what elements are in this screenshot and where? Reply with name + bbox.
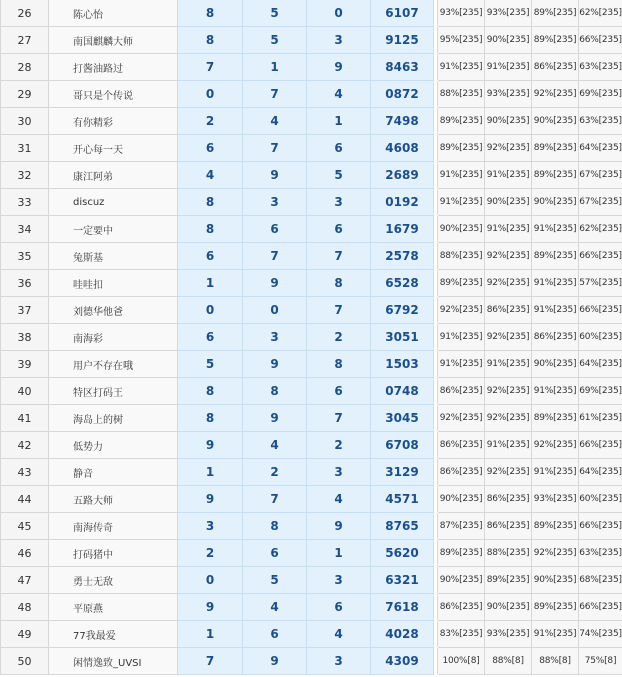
digit-2: 9 <box>243 270 307 297</box>
table-row <box>1 648 622 675</box>
accuracy-4: 66%[235] <box>579 27 622 54</box>
accuracy-1: 90%[235] <box>438 486 485 513</box>
accuracy-2: 92%[235] <box>485 270 532 297</box>
accuracy-3: 86%[235] <box>532 54 579 81</box>
digit-3: 6 <box>307 135 371 162</box>
player-name: 兔斯基 <box>49 243 178 270</box>
digit-2: 3 <box>243 324 307 351</box>
accuracy-2: 89%[235] <box>485 567 532 594</box>
digit-3: 3 <box>307 567 371 594</box>
table-row <box>1 486 622 513</box>
accuracy-4: 67%[235] <box>579 189 622 216</box>
accuracy-3: 91%[235] <box>532 378 579 405</box>
accuracy-1: 91%[235] <box>438 351 485 378</box>
rank-cell: 50 <box>1 648 49 675</box>
accuracy-1: 92%[235] <box>438 405 485 432</box>
accuracy-1: 92%[235] <box>438 297 485 324</box>
player-name: 一定要中 <box>49 216 178 243</box>
accuracy-1: 100%[8] <box>438 648 485 675</box>
accuracy-1: 93%[235] <box>438 0 485 27</box>
digit-2: 3 <box>243 189 307 216</box>
accuracy-2: 93%[235] <box>485 621 532 648</box>
digit-1: 8 <box>178 378 243 405</box>
pick-number: 2689 <box>371 162 434 189</box>
digit-1: 6 <box>178 135 243 162</box>
accuracy-3: 88%[8] <box>532 648 579 675</box>
digit-3: 3 <box>307 459 371 486</box>
accuracy-1: 89%[235] <box>438 108 485 135</box>
accuracy-3: 86%[235] <box>532 324 579 351</box>
accuracy-4: 62%[235] <box>579 216 622 243</box>
accuracy-2: 90%[235] <box>485 108 532 135</box>
accuracy-1: 91%[235] <box>438 54 485 81</box>
table-row <box>1 324 622 351</box>
accuracy-2: 88%[8] <box>485 648 532 675</box>
accuracy-1: 89%[235] <box>438 540 485 567</box>
pick-number: 3045 <box>371 405 434 432</box>
pick-number: 6528 <box>371 270 434 297</box>
rank-cell: 45 <box>1 513 49 540</box>
accuracy-1: 89%[235] <box>438 270 485 297</box>
digit-3: 8 <box>307 351 371 378</box>
player-name: 77我最爱 <box>49 621 178 648</box>
digit-1: 1 <box>178 270 243 297</box>
accuracy-3: 90%[235] <box>532 108 579 135</box>
digit-3: 1 <box>307 108 371 135</box>
digit-1: 8 <box>178 405 243 432</box>
player-name: 静音 <box>49 459 178 486</box>
accuracy-2: 92%[235] <box>485 324 532 351</box>
accuracy-2: 86%[235] <box>485 297 532 324</box>
accuracy-4: 66%[235] <box>579 594 622 621</box>
table-row <box>1 243 622 270</box>
digit-3: 2 <box>307 432 371 459</box>
player-name: 低势力 <box>49 432 178 459</box>
accuracy-2: 92%[235] <box>485 378 532 405</box>
digit-2: 5 <box>243 567 307 594</box>
digit-2: 9 <box>243 405 307 432</box>
pick-number: 8463 <box>371 54 434 81</box>
accuracy-4: 66%[235] <box>579 297 622 324</box>
accuracy-3: 91%[235] <box>532 459 579 486</box>
rank-cell: 44 <box>1 486 49 513</box>
player-name: 用户不存在哦 <box>49 351 178 378</box>
accuracy-3: 92%[235] <box>532 540 579 567</box>
accuracy-2: 90%[235] <box>485 594 532 621</box>
digit-2: 7 <box>243 81 307 108</box>
digit-3: 6 <box>307 216 371 243</box>
accuracy-3: 89%[235] <box>532 594 579 621</box>
accuracy-4: 66%[235] <box>579 513 622 540</box>
rank-cell: 39 <box>1 351 49 378</box>
player-name: 陈心怡 <box>49 0 178 27</box>
rank-cell: 43 <box>1 459 49 486</box>
digit-3: 3 <box>307 27 371 54</box>
rank-cell: 26 <box>1 0 49 27</box>
digit-3: 0 <box>307 0 371 27</box>
digit-3: 3 <box>307 189 371 216</box>
accuracy-4: 63%[235] <box>579 540 622 567</box>
player-name: 有你精彩 <box>49 108 178 135</box>
accuracy-4: 69%[235] <box>579 378 622 405</box>
pick-number: 7498 <box>371 108 434 135</box>
accuracy-1: 86%[235] <box>438 432 485 459</box>
accuracy-1: 88%[235] <box>438 243 485 270</box>
rank-cell: 49 <box>1 621 49 648</box>
player-name: 闲情逸致_UVSI <box>49 648 178 675</box>
accuracy-4: 64%[235] <box>579 459 622 486</box>
accuracy-3: 92%[235] <box>532 81 579 108</box>
rank-cell: 38 <box>1 324 49 351</box>
table-row <box>1 0 622 27</box>
accuracy-4: 67%[235] <box>579 162 622 189</box>
accuracy-2: 93%[235] <box>485 81 532 108</box>
pick-number: 4309 <box>371 648 434 675</box>
accuracy-3: 90%[235] <box>532 351 579 378</box>
rank-cell: 46 <box>1 540 49 567</box>
digit-1: 9 <box>178 432 243 459</box>
rank-cell: 27 <box>1 27 49 54</box>
pick-number: 6321 <box>371 567 434 594</box>
accuracy-4: 66%[235] <box>579 432 622 459</box>
player-name: 特区打码王 <box>49 378 178 405</box>
table-row <box>1 108 622 135</box>
accuracy-4: 62%[235] <box>579 0 622 27</box>
accuracy-1: 86%[235] <box>438 594 485 621</box>
accuracy-2: 91%[235] <box>485 351 532 378</box>
digit-2: 7 <box>243 486 307 513</box>
player-name: 五路大师 <box>49 486 178 513</box>
accuracy-2: 88%[235] <box>485 540 532 567</box>
digit-1: 8 <box>178 189 243 216</box>
digit-3: 2 <box>307 324 371 351</box>
rank-cell: 29 <box>1 81 49 108</box>
pick-number: 2578 <box>371 243 434 270</box>
rank-cell: 42 <box>1 432 49 459</box>
accuracy-1: 90%[235] <box>438 567 485 594</box>
accuracy-2: 92%[235] <box>485 243 532 270</box>
pick-number: 7618 <box>371 594 434 621</box>
digit-1: 2 <box>178 108 243 135</box>
accuracy-4: 61%[235] <box>579 405 622 432</box>
accuracy-2: 91%[235] <box>485 216 532 243</box>
rank-cell: 41 <box>1 405 49 432</box>
accuracy-1: 90%[235] <box>438 216 485 243</box>
accuracy-4: 63%[235] <box>579 54 622 81</box>
player-name: 南海彩 <box>49 324 178 351</box>
digit-1: 9 <box>178 594 243 621</box>
player-name: 南国麒麟大师 <box>49 27 178 54</box>
pick-number: 0192 <box>371 189 434 216</box>
digit-3: 5 <box>307 162 371 189</box>
player-name: 南海传奇 <box>49 513 178 540</box>
accuracy-4: 57%[235] <box>579 270 622 297</box>
accuracy-3: 91%[235] <box>532 621 579 648</box>
rank-cell: 33 <box>1 189 49 216</box>
digit-3: 6 <box>307 378 371 405</box>
accuracy-3: 89%[235] <box>532 513 579 540</box>
accuracy-3: 90%[235] <box>532 567 579 594</box>
digit-1: 0 <box>178 297 243 324</box>
digit-2: 4 <box>243 432 307 459</box>
rank-cell: 32 <box>1 162 49 189</box>
accuracy-2: 86%[235] <box>485 486 532 513</box>
accuracy-1: 86%[235] <box>438 459 485 486</box>
player-name: 开心每一天 <box>49 135 178 162</box>
pick-number: 9125 <box>371 27 434 54</box>
digit-2: 8 <box>243 378 307 405</box>
player-name: 打码猪中 <box>49 540 178 567</box>
pick-number: 1503 <box>371 351 434 378</box>
accuracy-3: 89%[235] <box>532 135 579 162</box>
table-row <box>1 297 622 324</box>
accuracy-4: 60%[235] <box>579 486 622 513</box>
accuracy-3: 92%[235] <box>532 432 579 459</box>
table-row <box>1 378 622 405</box>
digit-3: 7 <box>307 405 371 432</box>
accuracy-3: 91%[235] <box>532 270 579 297</box>
accuracy-3: 89%[235] <box>532 405 579 432</box>
accuracy-3: 89%[235] <box>532 27 579 54</box>
digit-1: 8 <box>178 0 243 27</box>
digit-2: 1 <box>243 54 307 81</box>
pick-number: 4608 <box>371 135 434 162</box>
accuracy-1: 89%[235] <box>438 135 485 162</box>
digit-3: 4 <box>307 621 371 648</box>
rank-cell: 28 <box>1 54 49 81</box>
digit-2: 4 <box>243 594 307 621</box>
digit-3: 7 <box>307 297 371 324</box>
digit-3: 6 <box>307 594 371 621</box>
rank-cell: 37 <box>1 297 49 324</box>
accuracy-1: 91%[235] <box>438 189 485 216</box>
pick-number: 4028 <box>371 621 434 648</box>
accuracy-1: 83%[235] <box>438 621 485 648</box>
digit-1: 7 <box>178 54 243 81</box>
player-name: 海岛上的树 <box>49 405 178 432</box>
digit-3: 4 <box>307 81 371 108</box>
rank-cell: 30 <box>1 108 49 135</box>
table-row <box>1 270 622 297</box>
pick-number: 3129 <box>371 459 434 486</box>
accuracy-2: 92%[235] <box>485 135 532 162</box>
accuracy-1: 91%[235] <box>438 162 485 189</box>
table-row <box>1 540 622 567</box>
table-row <box>1 189 622 216</box>
player-name: 平原燕 <box>49 594 178 621</box>
accuracy-2: 86%[235] <box>485 513 532 540</box>
accuracy-4: 68%[235] <box>579 567 622 594</box>
accuracy-3: 89%[235] <box>532 162 579 189</box>
digit-2: 6 <box>243 540 307 567</box>
table-row <box>1 567 622 594</box>
accuracy-1: 86%[235] <box>438 378 485 405</box>
digit-2: 7 <box>243 135 307 162</box>
pick-number: 0748 <box>371 378 434 405</box>
table-row <box>1 594 622 621</box>
accuracy-2: 93%[235] <box>485 0 532 27</box>
digit-3: 3 <box>307 648 371 675</box>
player-name: 哇哇扣 <box>49 270 178 297</box>
digit-1: 0 <box>178 567 243 594</box>
pick-number: 8765 <box>371 513 434 540</box>
digit-3: 8 <box>307 270 371 297</box>
player-name: 刘德华他爸 <box>49 297 178 324</box>
pick-number: 4571 <box>371 486 434 513</box>
accuracy-4: 64%[235] <box>579 135 622 162</box>
table-row <box>1 216 622 243</box>
accuracy-4: 63%[235] <box>579 108 622 135</box>
digit-1: 2 <box>178 540 243 567</box>
accuracy-4: 74%[235] <box>579 621 622 648</box>
pick-number: 6708 <box>371 432 434 459</box>
rank-cell: 31 <box>1 135 49 162</box>
accuracy-3: 91%[235] <box>532 216 579 243</box>
digit-1: 5 <box>178 351 243 378</box>
pick-number: 3051 <box>371 324 434 351</box>
accuracy-2: 91%[235] <box>485 432 532 459</box>
rank-cell: 47 <box>1 567 49 594</box>
table-row <box>1 513 622 540</box>
rank-cell: 48 <box>1 594 49 621</box>
accuracy-2: 92%[235] <box>485 405 532 432</box>
player-name: discuz <box>49 189 178 216</box>
rank-cell: 35 <box>1 243 49 270</box>
accuracy-1: 87%[235] <box>438 513 485 540</box>
digit-3: 9 <box>307 54 371 81</box>
pick-number: 6107 <box>371 0 434 27</box>
digit-2: 2 <box>243 459 307 486</box>
table-row <box>1 621 622 648</box>
digit-3: 7 <box>307 243 371 270</box>
digit-2: 9 <box>243 162 307 189</box>
digit-1: 7 <box>178 648 243 675</box>
digit-3: 1 <box>307 540 371 567</box>
digit-2: 6 <box>243 216 307 243</box>
pick-number: 6792 <box>371 297 434 324</box>
accuracy-3: 91%[235] <box>532 297 579 324</box>
accuracy-3: 89%[235] <box>532 0 579 27</box>
digit-1: 9 <box>178 486 243 513</box>
digit-1: 8 <box>178 27 243 54</box>
digit-1: 4 <box>178 162 243 189</box>
accuracy-1: 91%[235] <box>438 324 485 351</box>
digit-1: 6 <box>178 324 243 351</box>
digit-1: 1 <box>178 459 243 486</box>
table-row <box>1 162 622 189</box>
digit-2: 6 <box>243 621 307 648</box>
table-row <box>1 405 622 432</box>
accuracy-2: 91%[235] <box>485 54 532 81</box>
player-name: 哥只是个传说 <box>49 81 178 108</box>
digit-1: 8 <box>178 216 243 243</box>
digit-3: 4 <box>307 486 371 513</box>
player-name: 勇士无敌 <box>49 567 178 594</box>
rank-cell: 34 <box>1 216 49 243</box>
accuracy-1: 88%[235] <box>438 81 485 108</box>
player-name: 康江阿弟 <box>49 162 178 189</box>
accuracy-2: 92%[235] <box>485 459 532 486</box>
accuracy-4: 64%[235] <box>579 351 622 378</box>
table-row <box>1 27 622 54</box>
digit-2: 9 <box>243 648 307 675</box>
digit-2: 4 <box>243 108 307 135</box>
digit-3: 9 <box>307 513 371 540</box>
table-row <box>1 54 622 81</box>
rank-cell: 36 <box>1 270 49 297</box>
accuracy-2: 90%[235] <box>485 27 532 54</box>
accuracy-4: 66%[235] <box>579 243 622 270</box>
digit-1: 1 <box>178 621 243 648</box>
digit-2: 0 <box>243 297 307 324</box>
digit-2: 5 <box>243 0 307 27</box>
digit-1: 0 <box>178 81 243 108</box>
accuracy-1: 95%[235] <box>438 27 485 54</box>
ranking-table-body <box>1 0 622 675</box>
digit-2: 5 <box>243 27 307 54</box>
table-row <box>1 81 622 108</box>
accuracy-2: 90%[235] <box>485 189 532 216</box>
accuracy-4: 60%[235] <box>579 324 622 351</box>
rank-cell: 40 <box>1 378 49 405</box>
accuracy-2: 91%[235] <box>485 162 532 189</box>
digit-2: 7 <box>243 243 307 270</box>
accuracy-3: 90%[235] <box>532 189 579 216</box>
digit-2: 9 <box>243 351 307 378</box>
accuracy-3: 93%[235] <box>532 486 579 513</box>
pick-number: 5620 <box>371 540 434 567</box>
player-name: 打酱油路过 <box>49 54 178 81</box>
table-row <box>1 432 622 459</box>
digit-1: 3 <box>178 513 243 540</box>
accuracy-4: 75%[8] <box>579 648 622 675</box>
table-row <box>1 351 622 378</box>
pick-number: 1679 <box>371 216 434 243</box>
digit-2: 8 <box>243 513 307 540</box>
table-row <box>1 135 622 162</box>
digit-1: 6 <box>178 243 243 270</box>
pick-number: 0872 <box>371 81 434 108</box>
accuracy-3: 89%[235] <box>532 243 579 270</box>
accuracy-4: 69%[235] <box>579 81 622 108</box>
table-row <box>1 459 622 486</box>
